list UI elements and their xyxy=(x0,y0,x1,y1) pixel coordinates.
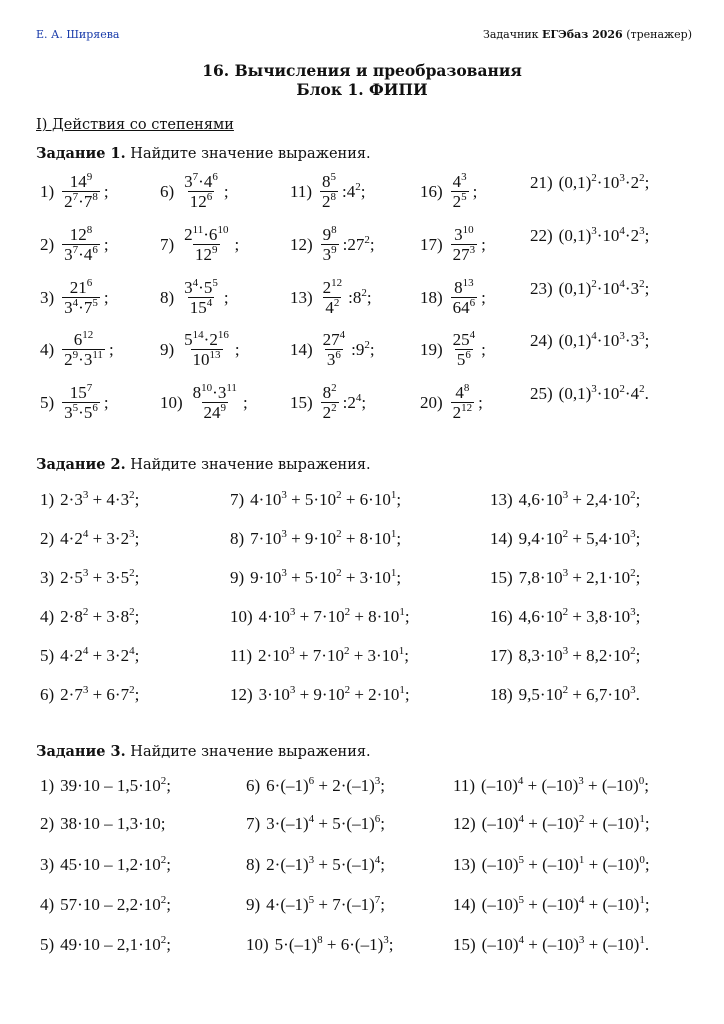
denominator: $4^2$ xyxy=(325,297,340,317)
task3-item xyxy=(40,895,171,915)
book-title-bold: ЕГЭбаз 2026 xyxy=(542,28,623,41)
fraction-tail: ; xyxy=(103,234,109,254)
item-number: 6) xyxy=(40,685,55,704)
fraction-tail: ; xyxy=(103,392,109,412)
numerator: $14^9$ xyxy=(69,171,93,191)
expression: $2\cdot(-1)^3 + 5\cdot(-1)^4$; xyxy=(266,854,385,874)
fraction xyxy=(451,173,469,210)
expression: $3\cdot(-1)^4 + 5\cdot(-1)^6$; xyxy=(266,813,385,833)
denominator: $3^7\cdot 4^6$ xyxy=(64,244,98,264)
expression: $4\cdot 2^4 + 3\cdot 2^4$; xyxy=(60,645,140,665)
numerator: $8^2$ xyxy=(322,382,337,402)
task1-item xyxy=(160,384,248,421)
item-number: 2) xyxy=(40,234,55,254)
numerator: $6^{12}$ xyxy=(73,329,94,349)
task2-item xyxy=(40,490,139,510)
item-number: 23) xyxy=(530,279,553,298)
task1-item xyxy=(290,331,375,368)
task2-label: Задание 2. xyxy=(36,456,126,473)
numerator: $4^3$ xyxy=(452,171,467,191)
item-number: 24) xyxy=(530,331,553,350)
numerator: $2^{11}\cdot 6^{10}$ xyxy=(184,224,229,244)
item-number: 16) xyxy=(420,181,443,201)
task1-item xyxy=(290,279,372,316)
numerator: $15^7$ xyxy=(69,382,93,402)
expression: $9,4\cdot 10^2 + 5,4\cdot 10^3$; xyxy=(518,528,641,548)
task1-item xyxy=(290,226,375,263)
denominator: $64^6$ xyxy=(452,297,476,317)
denominator: $15^4$ xyxy=(189,297,213,317)
item-number: 7) xyxy=(246,814,261,833)
task1-item xyxy=(40,384,109,421)
fraction xyxy=(62,226,100,263)
expression: $(-10)^5 + (-10)^1 + (-10)^0$; xyxy=(481,854,650,874)
expression: $(0,1)^2\cdot 10^4\cdot 3^2$; xyxy=(558,278,650,298)
task2-item xyxy=(490,568,640,588)
task1-item xyxy=(530,279,649,299)
task1-item xyxy=(290,384,366,421)
expression: $4\cdot 2^4 + 3\cdot 2^3$; xyxy=(60,528,140,548)
item-number: 17) xyxy=(420,234,443,254)
expression: $4,6\cdot 10^2 + 3,8\cdot 10^3$; xyxy=(518,606,641,626)
denominator: $24^9$ xyxy=(203,402,227,422)
expression: $9\cdot 10^3 + 5\cdot 10^2 + 3\cdot 10^1$; xyxy=(250,567,402,587)
task3-item xyxy=(40,855,171,875)
expression: $7,8\cdot 10^3 + 2,1\cdot 10^2$; xyxy=(518,567,641,587)
fraction-tail: ; xyxy=(103,181,109,201)
item-number: 21) xyxy=(530,173,553,192)
item-number: 13) xyxy=(490,490,513,509)
numerator: $3^{10}$ xyxy=(454,224,474,244)
task2-item xyxy=(40,568,139,588)
denominator: $2^{12}$ xyxy=(452,402,473,422)
fraction-tail: ; xyxy=(108,339,114,359)
fraction-tail: $:2^4$; xyxy=(342,391,367,412)
numerator: $8^{13}$ xyxy=(454,277,474,297)
item-number: 1) xyxy=(40,776,55,795)
expression: $2\cdot 7^3 + 6\cdot 7^2$; xyxy=(60,684,140,704)
item-number: 7) xyxy=(230,490,245,509)
expression: $45\cdot 10 - 1,2\cdot 10^2$; xyxy=(60,854,171,874)
expression: $5\cdot(-1)^8 + 6\cdot(-1)^3$; xyxy=(274,934,394,954)
expression: $4,6\cdot 10^3 + 2,4\cdot 10^2$; xyxy=(518,489,641,509)
denominator: $2^9\cdot 3^{11}$ xyxy=(64,349,103,369)
numerator: $8^{10}\cdot 3^{11}$ xyxy=(192,382,237,402)
expression: $2\cdot 5^3 + 3\cdot 5^2$; xyxy=(60,567,140,587)
task1-item xyxy=(40,331,114,368)
task2-item xyxy=(40,685,139,705)
task1-item xyxy=(40,279,109,316)
expression: $9,5\cdot 10^2 + 6,7\cdot 10^3$. xyxy=(518,684,640,704)
item-number: 14) xyxy=(490,529,513,548)
book-title-suffix: (тренажер) xyxy=(622,28,692,41)
task3-item xyxy=(40,814,165,834)
denominator: $10^{13}$ xyxy=(192,349,221,369)
item-number: 10) xyxy=(246,935,269,954)
expression: $2\cdot 10^3 + 7\cdot 10^2 + 3\cdot 10^1$; xyxy=(258,645,409,665)
task2-item xyxy=(490,490,640,510)
fraction-tail: ; xyxy=(223,181,229,201)
task3-label: Задание 3. xyxy=(36,743,126,760)
numerator: $4^8$ xyxy=(455,382,470,402)
expression: $(-10)^4 + (-10)^2 + (-10)^1$; xyxy=(481,813,650,833)
fraction xyxy=(320,173,338,210)
numerator: $21^6$ xyxy=(69,277,93,297)
task2-item xyxy=(490,646,640,666)
expression: 38·10 – 1,3·10; xyxy=(60,814,166,833)
fraction xyxy=(182,226,230,263)
task2-item xyxy=(490,685,640,705)
numerator: $25^4$ xyxy=(452,329,476,349)
item-number: 9) xyxy=(246,895,261,914)
expression: $(0,1)^4\cdot 10^3\cdot 3^3$; xyxy=(558,330,650,350)
task1-item xyxy=(160,331,240,368)
denominator: $2^8$ xyxy=(322,191,337,211)
task3-item xyxy=(246,776,385,796)
fraction-tail: ; xyxy=(478,392,483,412)
denominator: $27^3$ xyxy=(452,244,476,264)
task1-label: Задание 1. xyxy=(36,145,126,162)
task3-item xyxy=(453,895,650,915)
numerator: $2^{12}$ xyxy=(322,277,343,297)
item-number: 11) xyxy=(230,646,253,665)
task1-item xyxy=(160,173,229,210)
item-number: 10) xyxy=(230,607,253,626)
task2-item xyxy=(230,607,410,627)
item-number: 14) xyxy=(290,339,313,359)
task1-item xyxy=(530,384,649,404)
fraction-tail: ; xyxy=(223,287,229,307)
fraction-tail: $:8^2$; xyxy=(348,286,372,307)
book-title-prefix: Задачник xyxy=(482,28,543,41)
fraction-tail: ; xyxy=(242,392,248,412)
task3-item xyxy=(40,776,171,796)
author-name: Е. А. Ширяева xyxy=(36,28,120,41)
task3-item xyxy=(246,814,385,834)
page-title-line2: Блок 1. ФИПИ xyxy=(296,80,428,99)
item-number: 3) xyxy=(40,568,55,587)
task3-item xyxy=(246,855,385,875)
item-number: 8) xyxy=(246,855,261,874)
fraction-tail: ; xyxy=(481,339,486,359)
fraction-tail: $:27^2$; xyxy=(342,233,375,254)
fraction-tail: ; xyxy=(481,234,486,254)
task2-item xyxy=(230,646,409,666)
item-number: 20) xyxy=(420,392,443,412)
task2-item xyxy=(40,529,139,549)
item-number: 22) xyxy=(530,226,553,245)
expression: $6\cdot(-1)^6 + 2\cdot(-1)^3$; xyxy=(266,775,385,795)
item-number: 12) xyxy=(290,234,313,254)
item-number: 18) xyxy=(490,685,513,704)
task1-item xyxy=(420,331,486,368)
item-number: 5) xyxy=(40,646,55,665)
denominator: $2^2$ xyxy=(322,402,337,422)
item-number: 16) xyxy=(490,607,513,626)
item-number: 4) xyxy=(40,895,55,914)
fraction xyxy=(62,279,100,316)
task1-text: Найдите значение выражения. xyxy=(125,146,371,162)
expression: $49\cdot 10 - 2,1\cdot 10^2$; xyxy=(60,934,171,954)
item-number: 5) xyxy=(40,392,55,412)
task2-text: Найдите значение выражения. xyxy=(125,457,371,473)
task2-item xyxy=(230,685,410,705)
item-number: 15) xyxy=(290,392,313,412)
fraction xyxy=(451,331,478,368)
item-number: 9) xyxy=(230,568,245,587)
expression: $(-10)^4 + (-10)^3 + (-10)^0$; xyxy=(481,775,649,795)
task3-item xyxy=(453,855,650,875)
expression: $39\cdot 10 - 1,5\cdot 10^2$; xyxy=(60,775,171,795)
item-number: 12) xyxy=(230,685,253,704)
fraction-tail: ; xyxy=(234,234,240,254)
item-number: 5) xyxy=(40,935,55,954)
task2-item xyxy=(230,568,401,588)
task3-heading xyxy=(36,743,371,760)
item-number: 4) xyxy=(40,607,55,626)
item-number: 10) xyxy=(160,392,183,412)
fraction-tail: ; xyxy=(472,181,478,201)
fraction xyxy=(321,279,345,316)
fraction xyxy=(321,331,348,368)
fraction xyxy=(62,173,100,210)
denominator: $3^4\cdot 7^5$ xyxy=(64,297,98,317)
expression: $8,3\cdot 10^3 + 8,2\cdot 10^2$; xyxy=(518,645,641,665)
denominator: $12^9$ xyxy=(195,244,218,264)
item-number: 25) xyxy=(530,384,553,403)
expression: $(0,1)^2\cdot 10^3\cdot 2^2$; xyxy=(558,172,650,192)
expression: $(0,1)^3\cdot 10^2\cdot 4^2$. xyxy=(558,383,649,403)
item-number: 6) xyxy=(246,776,261,795)
fraction xyxy=(182,331,231,368)
item-number: 18) xyxy=(420,287,443,307)
fraction xyxy=(182,173,220,210)
fraction xyxy=(451,226,478,263)
task2-item xyxy=(40,607,139,627)
task3-item xyxy=(246,935,393,955)
fraction-tail: $:9^2$; xyxy=(351,338,375,359)
section-heading: I) Действия со степенями xyxy=(36,117,234,133)
item-number: 13) xyxy=(290,287,313,307)
task1-item xyxy=(40,226,109,263)
task1-item xyxy=(290,173,366,210)
fraction-tail: $:4^2$; xyxy=(342,180,366,201)
item-number: 3) xyxy=(40,287,55,307)
item-number: 8) xyxy=(160,287,175,307)
expression: $57\cdot 10 - 2,2\cdot 10^2$; xyxy=(60,894,171,914)
item-number: 6) xyxy=(160,181,175,201)
task2-item xyxy=(230,490,401,510)
task3-item xyxy=(246,895,385,915)
task1-item xyxy=(160,279,229,316)
page-title-line1: 16. Вычисления и преобразования xyxy=(202,61,522,80)
item-number: 14) xyxy=(453,895,476,914)
fraction xyxy=(321,226,339,263)
fraction xyxy=(62,384,100,421)
numerator: $12^8$ xyxy=(69,224,93,244)
task1-item xyxy=(420,384,483,421)
expression: $2\cdot 3^3 + 4\cdot 3^2$; xyxy=(60,489,140,509)
numerator: $8^5$ xyxy=(322,171,337,191)
numerator: $3^7\cdot 4^6$ xyxy=(184,171,218,191)
task1-item xyxy=(420,279,486,316)
item-number: 11) xyxy=(453,776,476,795)
task1-heading xyxy=(36,145,371,162)
item-number: 11) xyxy=(290,181,313,201)
item-number: 17) xyxy=(490,646,513,665)
fraction xyxy=(321,384,339,421)
task2-item xyxy=(40,646,139,666)
item-number: 15) xyxy=(453,935,476,954)
task1-item xyxy=(420,226,486,263)
item-number: 3) xyxy=(40,855,55,874)
item-number: 15) xyxy=(490,568,513,587)
numerator: $27^4$ xyxy=(322,329,346,349)
expression: $(0,1)^3\cdot 10^4\cdot 2^3$; xyxy=(558,225,650,245)
item-number: 12) xyxy=(453,814,476,833)
item-number: 4) xyxy=(40,339,55,359)
fraction xyxy=(451,279,478,316)
task3-item xyxy=(453,935,649,955)
item-number: 2) xyxy=(40,529,55,548)
item-number: 2) xyxy=(40,814,55,833)
fraction xyxy=(191,384,239,421)
item-number: 1) xyxy=(40,181,55,201)
fraction-tail: ; xyxy=(481,287,486,307)
task2-item xyxy=(490,607,640,627)
item-number: 13) xyxy=(453,855,476,874)
task3-item xyxy=(453,814,650,834)
book-title xyxy=(483,28,692,41)
task2-heading xyxy=(36,456,371,473)
fraction xyxy=(451,384,475,421)
expression: $2\cdot 8^2 + 3\cdot 8^2$; xyxy=(60,606,140,626)
expression: $(-10)^4 + (-10)^3 + (-10)^1$. xyxy=(481,934,650,954)
task1-item xyxy=(530,331,649,351)
denominator: $2^7\cdot 7^8$ xyxy=(64,191,98,211)
expression: $4\cdot 10^3 + 7\cdot 10^2 + 8\cdot 10^1$; xyxy=(258,606,410,626)
denominator: $3^5\cdot 5^6$ xyxy=(64,402,98,422)
expression: $7\cdot 10^3 + 9\cdot 10^2 + 8\cdot 10^1$; xyxy=(250,528,402,548)
task1-item xyxy=(420,173,477,210)
task1-item xyxy=(160,226,239,263)
numerator: $5^{14}\cdot 2^{16}$ xyxy=(184,329,229,349)
expression: $4\cdot 10^3 + 5\cdot 10^2 + 6\cdot 10^1$; xyxy=(250,489,402,509)
item-number: 8) xyxy=(230,529,245,548)
expression: $(-10)^5 + (-10)^4 + (-10)^1$; xyxy=(481,894,650,914)
numerator: $9^8$ xyxy=(322,224,337,244)
expression: $4\cdot(-1)^5 + 7\cdot(-1)^7$; xyxy=(266,894,385,914)
numerator: $3^4\cdot 5^5$ xyxy=(184,277,218,297)
task1-item xyxy=(530,173,649,193)
expression: $3\cdot 10^3 + 9\cdot 10^2 + 2\cdot 10^1$; xyxy=(258,684,410,704)
fraction xyxy=(62,331,105,368)
task2-item xyxy=(230,529,401,549)
denominator: $3^6$ xyxy=(326,349,341,369)
item-number: 7) xyxy=(160,234,175,254)
task3-item xyxy=(453,776,649,796)
task3-text: Найдите значение выражения. xyxy=(125,744,371,760)
item-number: 19) xyxy=(420,339,443,359)
denominator: $5^6$ xyxy=(456,349,471,369)
page-title xyxy=(0,61,724,99)
item-number: 9) xyxy=(160,339,175,359)
task2-item xyxy=(490,529,640,549)
denominator: $3^9$ xyxy=(322,244,337,264)
task1-item xyxy=(530,226,649,246)
item-number: 1) xyxy=(40,490,55,509)
denominator: $12^6$ xyxy=(189,191,213,211)
fraction-tail: ; xyxy=(103,287,109,307)
denominator: $2^5$ xyxy=(452,191,467,211)
task3-item xyxy=(40,935,171,955)
fraction xyxy=(182,279,220,316)
fraction-tail: ; xyxy=(234,339,240,359)
task1-item xyxy=(40,173,109,210)
